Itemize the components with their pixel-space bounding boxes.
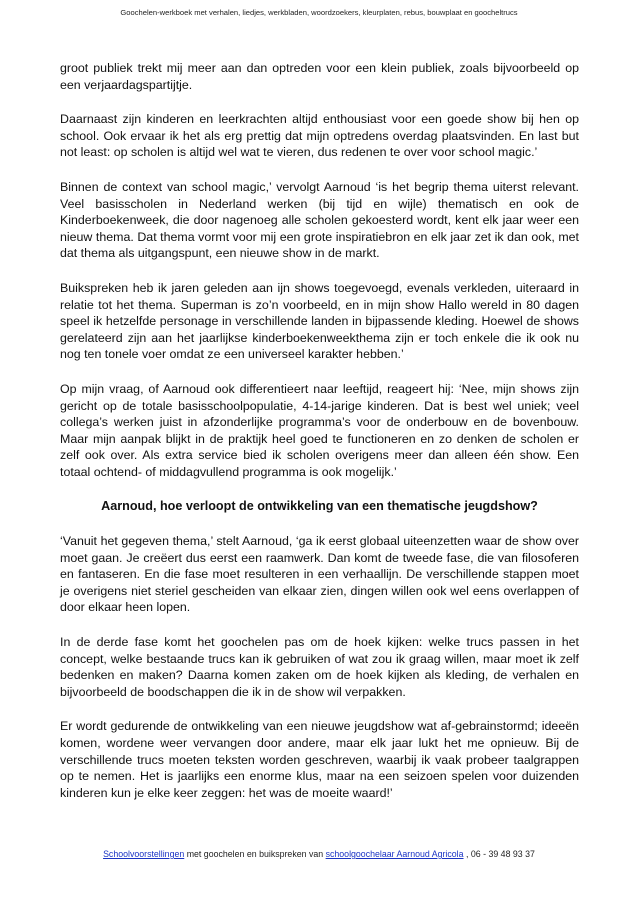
paragraph-5: Op mijn vraag, of Aarnoud ook differentieert naar leeftijd, reageert hij: ‘Nee, mijn shows zijn gericht op de totale basisschoolpopulatie, 4-14-jarige kinderen. Dat is best wel uniek; veel collega’s werken juist in afzonderlijke programma’s voor de onderbouw en de bovenbouw. Maar mijn aanpak blijkt in de praktijk heel goed te functioneren en zo denken de scholen er zelf ook over. Als extra service bied ik scholen overigens meer dan alleen één show. Een totaal ochtend- of middagvullend programma is ook mogelijk.’ — [60, 381, 579, 479]
schoolgoochelaar-link[interactable]: schoolgoochelaar Aarnoud Agricola — [325, 849, 464, 859]
paragraph-4: Buikspreken heb ik jaren geleden aan ijn shows toegevoegd, evenals verkleden, uiteraard in relatie tot het thema. Superman is zo’n voorbeeld, en in mijn show Hallo wereld in 80 dagen speel ik hetzelfde personage in verschillende landen in bijpassende kleding. Hoewel de shows gerelateerd zijn aan het jaarlijkse kinderboekenweekthema zijn er toch enkele die ik ook nu nog ten tonele voer omdat ze een universeel karakter hebben.’ — [60, 280, 579, 362]
paragraph-2: Daarnaast zijn kinderen en leerkrachten altijd enthousiast voor een goede show bij hen op school. Ook ervaar ik het als erg prettig dat mijn optredens overdag plaatsvinden. En last but not least: op scholen is altijd wel wat te vieren, dus redenen te over voor school magic.’ — [60, 112, 579, 160]
schoolvoorstellingen-link[interactable]: Schoolvoorstellingen — [103, 849, 185, 859]
paragraph-7: In de derde fase komt het goochelen pas om de hoek kijken: welke trucs passen in het concept, welke bestaande trucs kan ik gebruiken of wat zou ik graag willen, maar moet ik zelf bedenken en maken? Daarna komen zaken om de hoek kijken als kleding, de verhalen en bijvoorbeeld de boodschappen die ik in de show wil verpakken. — [60, 635, 579, 699]
paragraph-1: groot publiek trekt mij meer aan dan optreden voor een klein publiek, zoals bijvoorbeeld op een verjaardagspartijtje. — [60, 61, 579, 92]
section-heading: Aarnoud, hoe verloopt de ontwikkeling van een thematische jeugdshow? — [101, 499, 538, 514]
page-header: Goochelen-werkboek met verhalen, liedjes, werkbladen, woordzoekers, kleurplaten, rebus, bouwplaat en goocheltrucs — [120, 8, 518, 17]
footer-phone: , 06 - 39 48 93 37 — [463, 849, 535, 859]
page-footer — [0, 849, 638, 859]
article-body — [60, 60, 579, 819]
paragraph-3: Binnen de context van school magic,’ vervolgt Aarnoud ‘is het begrip thema uiterst relevant. Veel basisscholen in Nederland werken (bij tijd en wijle) thematisch en ook de Kinderboekenweek, die door nagenoeg alle scholen gekoesterd wordt, kent elk jaar weer een nieuw thema. Dat thema vormt voor mij een grote inspiratiebron en elk jaar zet ik dan ook, met dat thema als uitgangspunt, een nieuwe show in de markt. — [60, 179, 579, 261]
footer-text-1: met goochelen en buikspreken van — [184, 849, 326, 859]
paragraph-6: ‘Vanuit het gegeven thema,’ stelt Aarnoud, ‘ga ik eerst globaal uiteenzetten waar de show over moet gaan. Je creëert dus eerst een raamwerk. Dan komt de tweede fase, die van filosoferen en fantaseren. En die fase moet resulteren in een verhaallijn. De verschillende stappen moet je overigens niet steriel gescheiden van elkaar zien, dingen willen ook wel eens overlappen of door elkaar heen lopen. — [60, 534, 579, 615]
paragraph-8: Er wordt gedurende de ontwikkeling van een nieuwe jeugdshow wat af-gebrainstormd; ideeën komen, wordene weer vervangen door andere, maar elk jaar lukt het me opnieuw. Bij de verschillende trucs moeten teksten worden geschreven, waarbij ik vaak probeer taalgrappen op te nemen. Het is jaarlijks een enorme klus, maar na een seizoen spelen voor duizenden kinderen kun je elke keer zeggen: het was de moeite waard!’ — [60, 719, 579, 800]
